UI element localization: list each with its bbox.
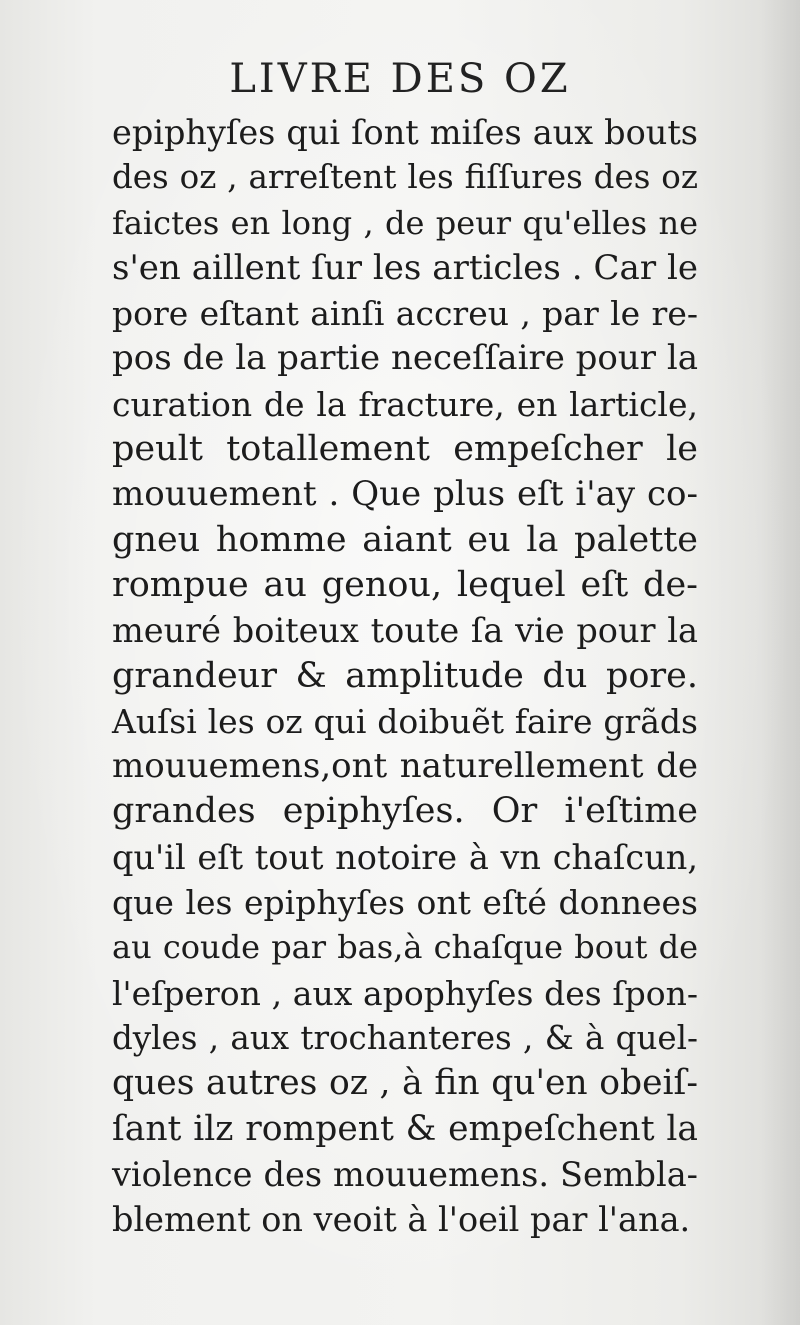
- text-line: faictes en long , de peur qu'elles ne: [112, 203, 698, 242]
- text-line: epiphyſes qui ſont miſes aux bouts: [112, 113, 698, 152]
- text-line: ques autres oz , à fin qu'en obeiſ-: [112, 1063, 698, 1104]
- text-line: au coude par bas,à chaſque bout de: [112, 928, 698, 967]
- text-line: peult totallement empeſcher le: [112, 429, 698, 470]
- text-line: gneu homme aiant eu la palette: [112, 519, 698, 560]
- text-line: qu'il eſt tout notoire à vn chaſcun,: [112, 837, 698, 877]
- text-line: grandeur & amplitude du pore.: [112, 655, 698, 696]
- text-line: des oz , arreſtent les fiſſures des oz: [112, 158, 698, 197]
- text-line: dyles , aux trochanteres , & à quel-: [112, 1018, 698, 1057]
- text-line: mouuement . Que plus eſt i'ay co-: [112, 474, 698, 515]
- text-line: curation de la fracture, en larticle,: [112, 384, 698, 424]
- text-line: pore eſtant ainſi accreu , par le re-: [112, 294, 698, 334]
- text-line: blement on veoit à l'oeil par l'ana.: [112, 1200, 691, 1240]
- text-line: l'eſperon , aux apophyſes des ſpon-: [112, 973, 698, 1013]
- text-line: pos de la partie neceſſaire pour la: [112, 338, 698, 379]
- text-line: violence des mouuemens. Sembla-: [112, 1154, 698, 1194]
- text-line: Auſsi les oz qui doibuẽt faire grãds: [112, 701, 698, 741]
- running-title: LIVRE DES OZ: [229, 56, 571, 102]
- text-line: s'en aillent ſur les articles . Car le: [112, 247, 698, 288]
- body-text: [112, 110, 698, 1242]
- page-edge-shadow: [760, 0, 800, 1325]
- text-line: que les epiphyſes ont eſté donnees: [112, 883, 698, 923]
- text-line: grandes epiphyſes. Or i'eſtime: [112, 791, 698, 832]
- text-line: meuré boiteux toute ſa vie pour la: [112, 611, 698, 651]
- text-line: mouuemens,ont naturellement de: [112, 746, 698, 787]
- text-line: ſant ilz rompent & empeſchent la: [112, 1108, 698, 1149]
- text-line: rompue au genou, lequel eſt de-: [112, 564, 698, 605]
